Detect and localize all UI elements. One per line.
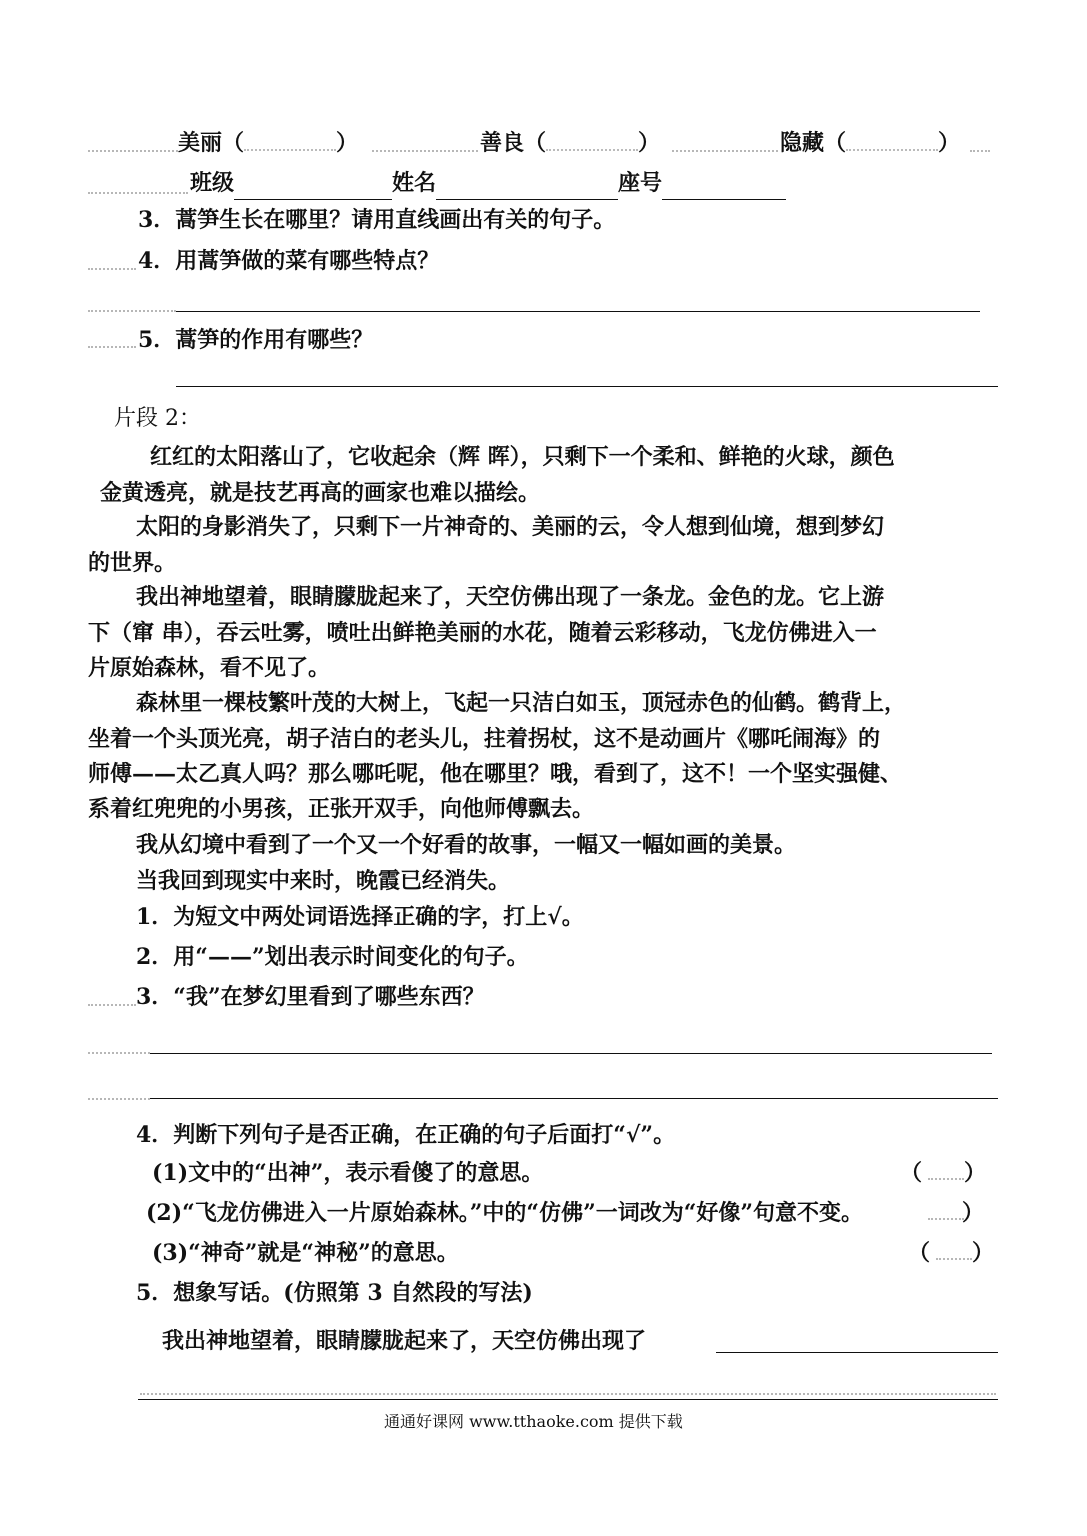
name-field[interactable]: [436, 173, 618, 200]
word-yincang-label: 隐藏（: [780, 130, 847, 156]
p1-question-3: 3．蒿笋生长在哪里？请用直线画出有关的句子。: [138, 207, 616, 233]
p1-question-4: 4．用蒿笋做的菜有哪些特点？: [138, 248, 440, 274]
judge-item-2: (2)“飞龙仿佛进入一片原始森林。”中的“仿佛”一词改为“好像”句意不变。: [146, 1200, 864, 1226]
class-label: 班级: [190, 170, 235, 196]
answer-line[interactable]: [150, 1053, 992, 1054]
passage-line: 当我回到现实中来时，晚霞已经消失。: [136, 868, 511, 894]
judge-answer-blank[interactable]: [936, 1258, 972, 1260]
judge-paren-close: ）: [964, 1160, 987, 1186]
dotted-guide: [88, 150, 178, 152]
dotted-guide: [88, 268, 136, 270]
passage-line: 片原始森林，看不见了。: [88, 655, 331, 681]
seat-label: 座号: [618, 170, 663, 196]
class-field[interactable]: [234, 173, 392, 200]
dotted-guide: [140, 1393, 996, 1395]
judge-item-1: (1)文中的“出神”，表示看傻了的意思。: [152, 1160, 544, 1186]
student-info-row: [190, 166, 786, 200]
word-yincang: [780, 126, 960, 160]
dotted-guide: [88, 346, 136, 348]
passage-line: 我从幻境中看到了一个又一个好看的故事，一幅又一幅如画的美景。: [136, 832, 797, 858]
passage-line: 森林里一棵枝繁叶茂的大树上，飞起一只洁白如玉，顶冠赤色的仙鹤。鹤背上，: [136, 690, 907, 716]
passage-line: 系着红兜兜的小男孩，正张开双手，向他师傅飘去。: [88, 796, 595, 822]
passage-line: 的世界。: [88, 550, 177, 576]
passage-line: 红红的太阳落山了，它收起余（辉 晖），只剩下一个柔和、鲜艳的火球，颜色: [150, 444, 895, 470]
p2-question-3: 3．“我”在梦幻里看到了哪些东西？: [136, 984, 485, 1010]
p1-question-5: 5．蒿笋的作用有哪些？: [138, 327, 374, 353]
dotted-guide: [672, 150, 778, 152]
judge-answer-blank[interactable]: [928, 1218, 964, 1220]
answer-blank[interactable]: [244, 137, 336, 151]
p2-question-5: 5．想象写话。(仿照第 3 自然段的写法): [136, 1280, 533, 1306]
paren-close: ）: [938, 130, 961, 156]
dotted-guide: [88, 1098, 150, 1100]
name-label: 姓名: [392, 170, 437, 196]
answer-blank[interactable]: [846, 137, 938, 151]
answer-line[interactable]: [176, 386, 998, 387]
passage-line: 师傅——太乙真人吗？那么哪吒呢，他在哪里？哦，看到了，这不！一个坚实强健、: [88, 761, 903, 787]
dotted-guide: [88, 192, 188, 194]
dotted-guide: [88, 310, 176, 312]
dotted-guide: [88, 1052, 150, 1054]
answer-line[interactable]: [176, 311, 980, 312]
passage-line: 下（窜 串），吞云吐雾，喷吐出鲜艳美丽的水花，随着云彩移动，飞龙仿佛进入一: [88, 620, 877, 646]
dotted-guide: [372, 150, 478, 152]
word-meili: [178, 126, 358, 160]
footer-text: 通通好课网 www.tthaoke.com 提供下载: [384, 1412, 683, 1431]
judge-paren-open: （: [900, 1160, 923, 1186]
dotted-guide: [970, 150, 990, 152]
paren-close: ）: [336, 130, 359, 156]
judge-paren-close: ）: [962, 1200, 985, 1226]
dotted-guide: [88, 1004, 136, 1006]
word-meili-label: 美丽（: [178, 130, 245, 156]
passage-line: 坐着一个头顶光亮，胡子洁白的老头儿，拄着拐杖，这不是动画片《哪吒闹海》的: [88, 726, 881, 752]
seat-field[interactable]: [662, 173, 786, 200]
writing-prompt: 我出神地望着，眼睛朦胧起来了，天空仿佛出现了: [162, 1328, 647, 1354]
judge-paren-open: （: [908, 1240, 931, 1266]
judge-paren-close: ）: [972, 1240, 995, 1266]
paren-close: ）: [638, 130, 661, 156]
passage-line: 我出神地望着，眼睛朦胧起来了，天空仿佛出现了一条龙。金色的龙。它上游: [136, 584, 885, 610]
answer-blank[interactable]: [546, 137, 638, 151]
word-shanliang-label: 善良（: [480, 130, 547, 156]
word-shanliang: [480, 126, 660, 160]
judge-answer-blank[interactable]: [928, 1178, 964, 1180]
section-title: 片段 2：: [114, 406, 201, 431]
passage-line: 金黄透亮，就是技艺再高的画家也难以描绘。: [100, 480, 541, 506]
judge-item-3: (3)“神奇”就是“神秘”的意思。: [152, 1240, 459, 1266]
p2-question-2: 2．用“——”划出表示时间变化的句子。: [136, 944, 529, 970]
answer-line[interactable]: [716, 1352, 998, 1353]
p2-question-4: 4．判断下列句子是否正确，在正确的句子后面打“√”。: [136, 1122, 676, 1148]
footer-rule: [138, 1399, 998, 1400]
p2-question-1: 1．为短文中两处词语选择正确的字，打上√。: [136, 904, 584, 930]
answer-line[interactable]: [150, 1098, 998, 1099]
passage-line: 太阳的身影消失了，只剩下一片神奇的、美丽的云，令人想到仙境，想到梦幻: [136, 514, 885, 540]
